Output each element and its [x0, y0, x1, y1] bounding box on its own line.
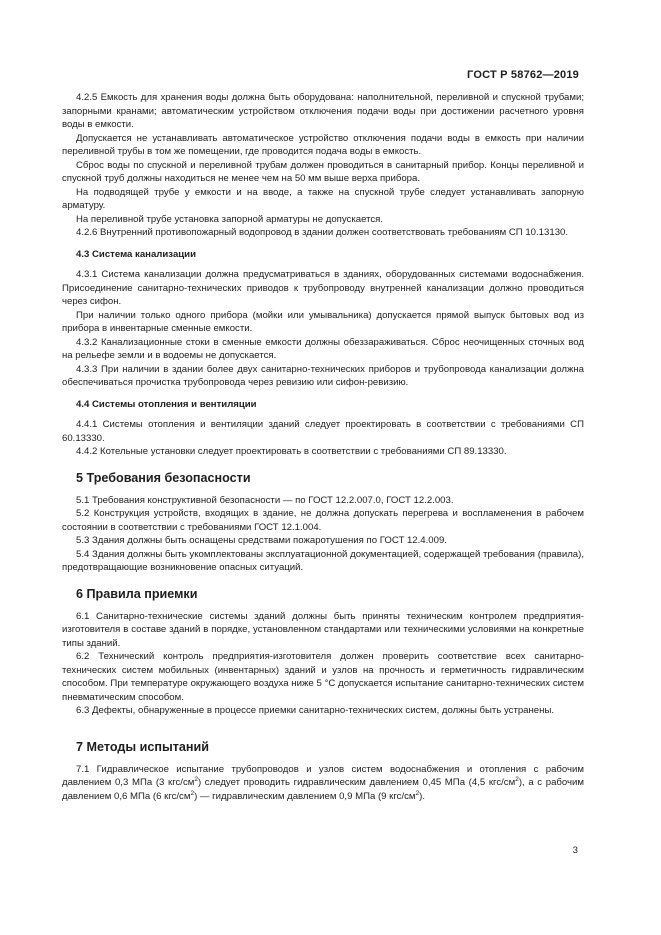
paragraph: При наличии только одного прибора (мойки или умывальника) допускается прямой выпуск бытовых вод из прибора в инвентарные сменные емкости. [62, 309, 584, 334]
subsection-heading-4-3: 4.3 Система канализации [76, 248, 196, 260]
paragraph-6-1: 6.1 Санитарно-технические системы зданий должны быть приняты техническим контролем предприятия-изготовителя в составе зданий в порядке, установленном стандартами или техническими условиями на конкретные типы зданий. [62, 610, 584, 649]
section-heading-6: 6 Правила приемки [76, 586, 198, 601]
section-heading-5: 5 Требования безопасности [76, 470, 251, 485]
paragraph-7-1 [62, 763, 584, 804]
section-heading-7: 7 Методы испытаний [76, 739, 209, 754]
text-fragment: 7.1 Гидравлическое испытание трубопроводов и узлов систем водоснабжения и отопления с рабочим давлением 0,3 МПа (3 кгс/см [62, 763, 584, 788]
paragraph-6-2: 6.2 Технический контроль предприятия-изготовителя должен проверить соответствие всех санитарно-технических систем мобильных (инвентарных) зданий и узлов на прочность и герметичность гидравлическим способом. При температуре окружающего воздуха ниже 5 °С допускается испытание санитарно-технических систем пневматическим способом. [62, 651, 584, 703]
paragraph-5-3: 5.3 Здания должны быть оснащены средствами пожаротушения по ГОСТ 12.4.009. [76, 535, 447, 546]
page-number: 3 [572, 845, 578, 856]
paragraph-4-3-3: 4.3.3 При наличии в здании более двух санитарно-технических приборов и трубопровода канализации должна обеспечиваться прочистка трубопровода через ревизию или сифон-ревизию. [62, 363, 584, 388]
paragraph: Сброс воды по спускной и переливной трубам должен проводиться в санитарный прибор. Концы переливной и спускной труб должны находиться не менее чем на 50 мм выше верха прибора. [62, 159, 584, 184]
paragraph-5-1: 5.1 Требования конструктивной безопасности — по ГОСТ 12.2.007.0, ГОСТ 12.2.003. [76, 494, 454, 506]
standard-header: ГОСТ Р 58762—2019 [467, 69, 579, 81]
text-fragment: ). [419, 790, 426, 802]
text-fragment: ), а с рабочим давлением 0,6 МПа (6 кгс/см [62, 777, 584, 802]
paragraph-6-3: 6.3 Дефекты, обнаруженные в процессе приемки санитарно-технических систем, должны быть устранены. [76, 705, 555, 716]
paragraph-4-4-2: 4.4.2 Котельные установки следует проектировать в соответствии с требованиями СП 89.13330. [76, 446, 507, 457]
superscript: 2 [515, 775, 519, 783]
paragraph-4-3-1: 4.3.1 Система канализации должна предусматриваться в зданиях, оборудованных системами водоснабжения. Присоединение санитарно-технических приводов к трубопроводу внутренней канализации должно проводиться через сифон. [62, 269, 584, 307]
paragraph: На переливной трубе установка запорной арматуры не допускается. [76, 213, 384, 225]
superscript: 2 [415, 789, 420, 797]
subsection-heading-4-4: 4.4 Системы отопления и вентиляции [76, 398, 257, 410]
superscript: 2 [194, 775, 198, 783]
paragraph-4-2-6: 4.2.6 Внутренний противопожарный водопровод в здании должен соответствовать требованиям СП 10.13130. [76, 227, 569, 238]
document-body [62, 91, 584, 803]
paragraph: На подводящей трубе у емкости и на вводе, а также на спускной трубе следует устанавливать запорную арматуру. [62, 186, 584, 211]
paragraph-5-4: 5.4 Здания должны быть укомплектованы эксплуатационной документацией, содержащей требования (правила), предотвращающие возникновение опасных ситуаций. [62, 548, 584, 573]
paragraph-4-2-5: 4.2.5 Емкость для хранения воды должна быть оборудована: наполнительной, переливной и спускной трубами; запорными кранами; автоматическим устройством отключения подачи воды при достижении расчетного уровня воды в емкости. [62, 92, 584, 130]
paragraph-4-4-1: 4.4.1 Системы отопления и вентиляции зданий следует проектировать в соответствии с требованиями СП 60.13330. [62, 419, 584, 444]
superscript: 2 [190, 789, 195, 797]
paragraph-5-2: 5.2 Конструкция устройств, входящих в здание, не должна допускать перегрева и воспламенения в рабочем состоянии в соответствии с требованиями ГОСТ 12.1.004. [62, 508, 584, 533]
paragraph: Допускается не устанавливать автоматическое устройство отключения подачи воды в емкость при наличии переливной трубы в том же помещении, где проводится подача воды в емкость. [62, 132, 584, 157]
text-fragment: ) — гидравлическим давлением 0,9 МПа (9 кгс/см [194, 790, 416, 802]
paragraph-4-3-2: 4.3.2 Канализационные стоки в сменные емкости должны обеззараживаться. Сброс неочищенных сточных вод на рельефе земли и в водоемы не допускается. [62, 336, 584, 361]
text-fragment: ) следует проводить гидравлическим давлением 0,45 МПа (4,5 кгс/см [197, 777, 516, 788]
